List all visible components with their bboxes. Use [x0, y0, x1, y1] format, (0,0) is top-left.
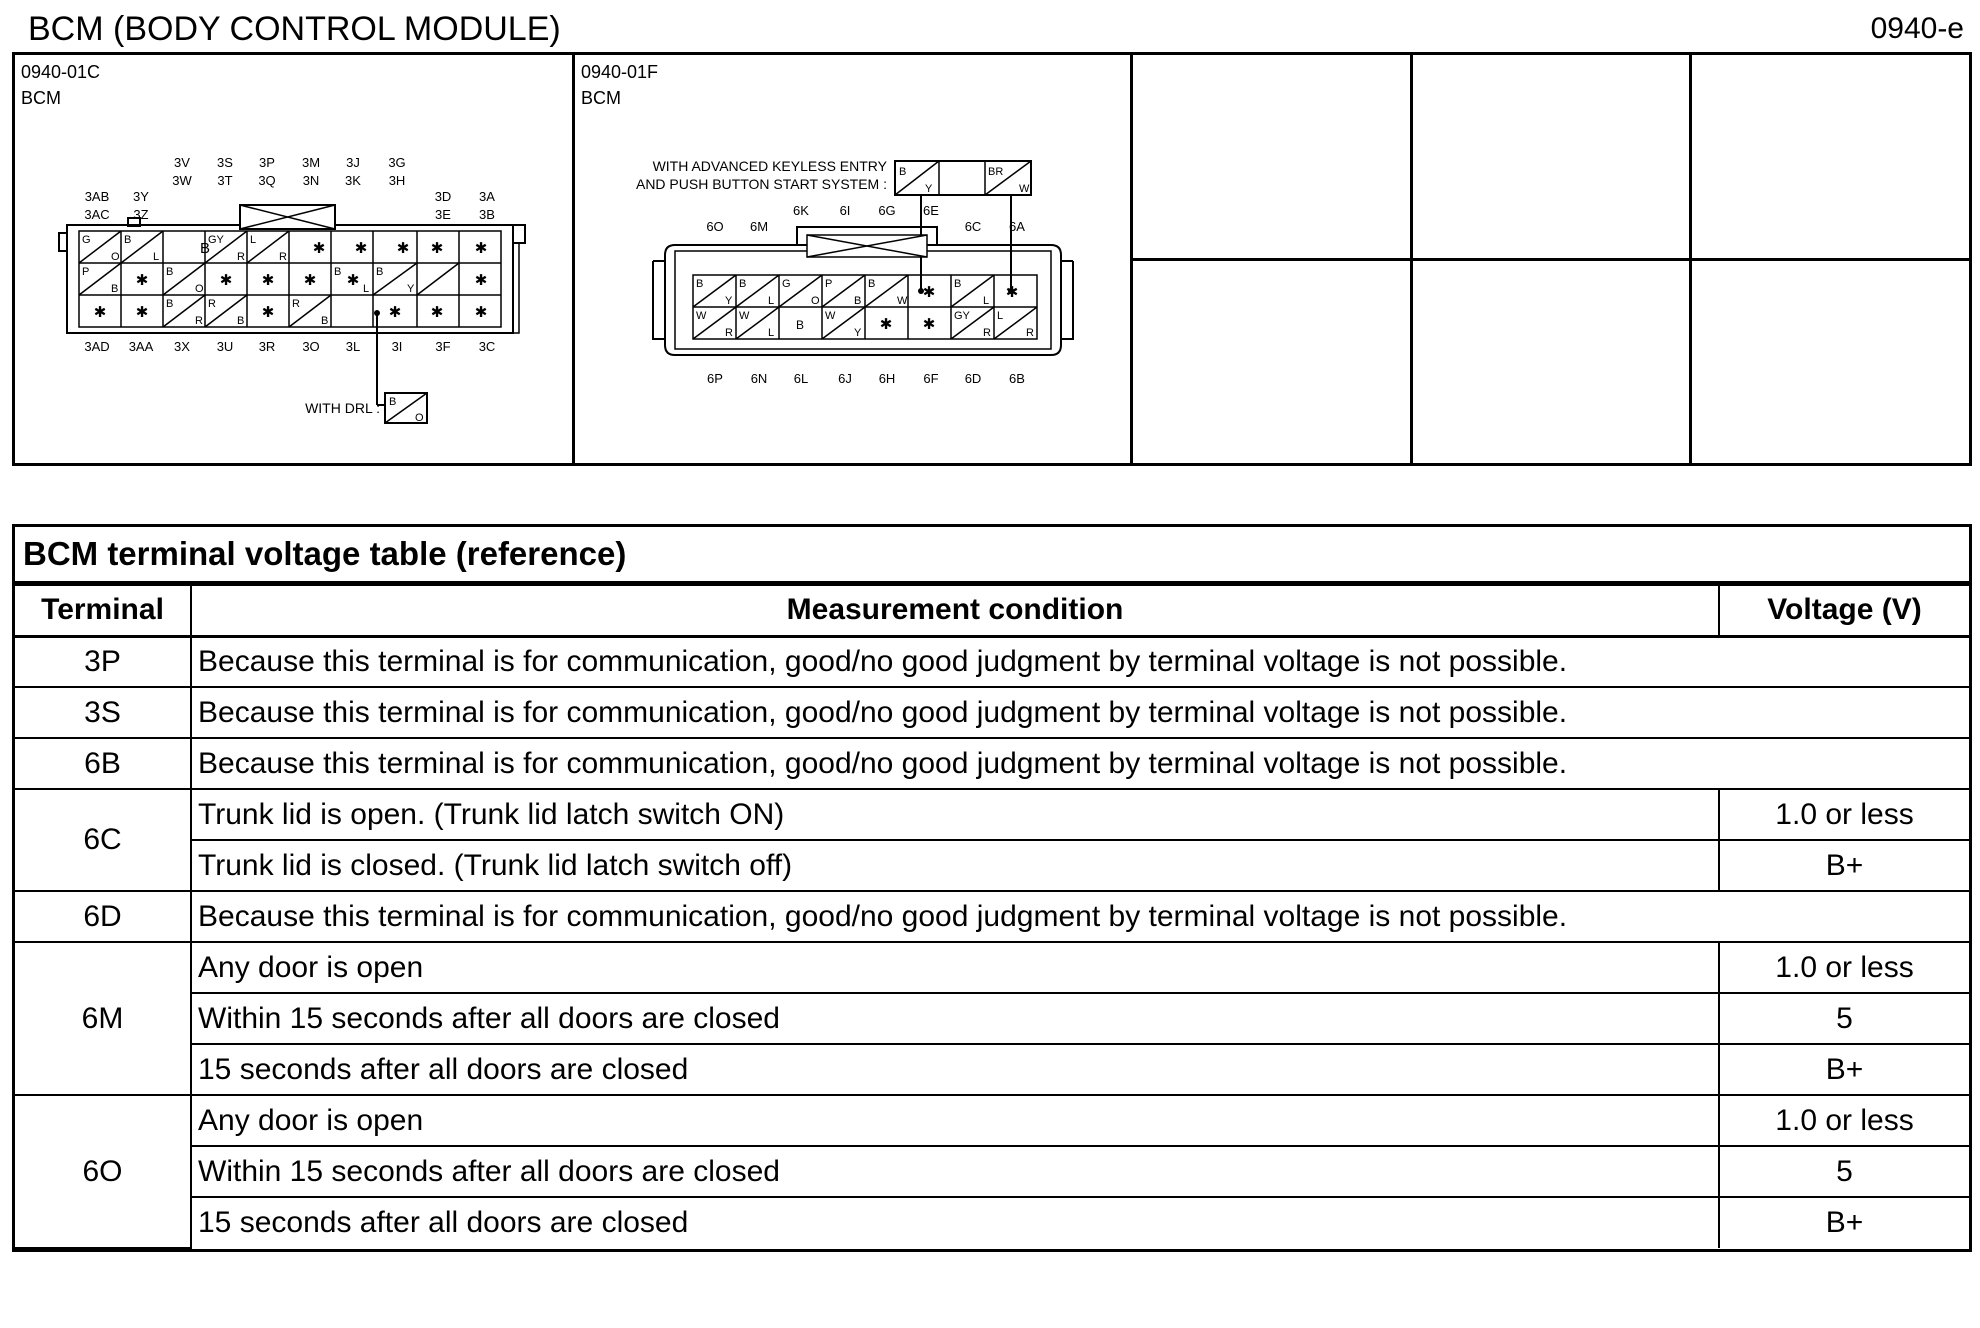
connector-cell-01c: [15, 55, 575, 463]
svg-text:W: W: [825, 310, 836, 322]
page-code: 0940-e: [1870, 12, 1964, 45]
pin-label: 3L: [345, 339, 361, 354]
pin-label: 3S: [217, 155, 233, 170]
pin-label: 3U: [216, 339, 234, 354]
connector-01f-diagram: [575, 55, 1133, 463]
table-row: [15, 738, 1969, 789]
pin-label: 3V: [174, 155, 190, 170]
pin-label: 3N: [302, 173, 320, 188]
svg-text:B: B: [166, 298, 174, 310]
pin-label: 6G: [878, 203, 896, 218]
svg-text:L: L: [768, 327, 775, 339]
svg-text:G: G: [782, 278, 791, 290]
page-title: BCM (BODY CONTROL MODULE): [28, 10, 561, 48]
keyless-note-line2: AND PUSH BUTTON START SYSTEM :: [635, 176, 887, 192]
pin-label: 6E: [923, 203, 939, 218]
condition-cell: Trunk lid is closed. (Trunk lid latch switch off): [191, 840, 1719, 891]
pin-label: 6M: [749, 219, 769, 234]
pin-label: 3Y: [133, 189, 149, 204]
pin-label: 3K: [345, 173, 361, 188]
voltage-cell: 1.0 or less: [1719, 1095, 1969, 1146]
voltage-cell: 5: [1719, 1146, 1969, 1197]
table-title: BCM terminal voltage table (reference): [15, 527, 1969, 584]
svg-text:R: R: [983, 327, 991, 339]
pin-label: 3R: [258, 339, 276, 354]
condition-cell: Because this terminal is for communication, good/no good judgment by terminal voltage is not possible.: [191, 891, 1969, 942]
svg-text:B: B: [199, 240, 211, 257]
pin-label: 3X: [174, 339, 190, 354]
pin-label: 3P: [259, 155, 275, 170]
svg-text:✱: ✱: [312, 240, 326, 257]
condition-cell: Trunk lid is open. (Trunk lid latch switch ON): [191, 789, 1719, 840]
pin-label: 6J: [838, 371, 852, 386]
condition-cell: Because this terminal is for communication, good/no good judgment by terminal voltage is not possible.: [191, 636, 1969, 687]
condition-cell: 15 seconds after all doors are closed: [191, 1044, 1719, 1095]
voltage-cell: 5: [1719, 993, 1969, 1044]
svg-text:P: P: [82, 266, 90, 278]
empty-cell: [1692, 55, 1969, 261]
svg-text:✱: ✱: [922, 316, 936, 333]
svg-text:L: L: [250, 234, 257, 246]
svg-text:✱: ✱: [388, 304, 402, 321]
empty-cell: [1133, 261, 1413, 463]
voltage-cell: B+: [1719, 1197, 1969, 1248]
table-row: [15, 891, 1969, 942]
condition-cell: Any door is open: [191, 1095, 1719, 1146]
svg-text:G: G: [82, 234, 91, 246]
pin-label: 3AA: [128, 339, 154, 354]
terminal-cell: 6B: [15, 738, 191, 789]
svg-text:B: B: [321, 315, 329, 327]
svg-text:✱: ✱: [1005, 284, 1019, 301]
table-row: [15, 687, 1969, 738]
svg-text:P: P: [825, 278, 833, 290]
svg-text:B: B: [376, 266, 384, 278]
svg-text:✱: ✱: [303, 272, 317, 289]
pin-label: 3W: [172, 173, 192, 188]
header-voltage: Voltage (V): [1719, 585, 1969, 636]
pin-label: 3Z: [133, 207, 149, 222]
connector-id: 0940-01F: [581, 62, 659, 82]
pin-label: 3AB: [84, 189, 110, 204]
pin-label: 6P: [707, 371, 723, 386]
pin-label: 3E: [435, 207, 451, 222]
pin-label: 3O: [302, 339, 320, 354]
table-row: [15, 1044, 1969, 1095]
table-row: [15, 636, 1969, 687]
svg-text:R: R: [1026, 327, 1034, 339]
svg-text:✱: ✱: [93, 304, 107, 321]
terminal-cell: 3S: [15, 687, 191, 738]
pin-label: 3F: [435, 339, 451, 354]
svg-text:B: B: [854, 295, 862, 307]
svg-text:R: R: [292, 298, 300, 310]
svg-text:B: B: [237, 315, 245, 327]
svg-text:GY: GY: [954, 310, 970, 322]
svg-text:B: B: [868, 278, 876, 290]
svg-text:L: L: [997, 310, 1004, 322]
pin-label: 3I: [391, 339, 403, 354]
pin-label: 6H: [878, 371, 896, 386]
empty-cell: [1413, 261, 1692, 463]
pin-label: 3AD: [84, 339, 110, 354]
header-condition: Measurement condition: [191, 585, 1719, 636]
connector-name: BCM: [21, 88, 61, 108]
table-row: [15, 1146, 1969, 1197]
pin-label: 3AC: [84, 207, 110, 222]
pin-label: 6C: [964, 219, 982, 234]
svg-text:Y: Y: [725, 295, 733, 307]
terminal-cell: 3P: [15, 636, 191, 687]
svg-text:✱: ✱: [135, 304, 149, 321]
svg-text:✱: ✱: [354, 240, 368, 257]
table-row: [15, 789, 1969, 840]
pin-label: 3B: [479, 207, 495, 222]
condition-cell: Any door is open: [191, 942, 1719, 993]
svg-text:B: B: [696, 278, 704, 290]
terminal-cell: 6C: [15, 789, 191, 891]
terminal-cell: 6D: [15, 891, 191, 942]
svg-text:W: W: [897, 295, 908, 307]
voltage-cell: B+: [1719, 1044, 1969, 1095]
pin-label: 3J: [346, 155, 360, 170]
pin-label: 3C: [478, 339, 496, 354]
svg-text:Y: Y: [407, 283, 415, 295]
svg-text:GY: GY: [208, 234, 224, 246]
svg-text:✱: ✱: [135, 272, 149, 289]
table-row: [15, 993, 1969, 1044]
svg-text:✱: ✱: [396, 240, 410, 257]
pin-label: 3Q: [258, 173, 276, 188]
svg-text:B: B: [124, 234, 132, 246]
voltage-cell: 1.0 or less: [1719, 942, 1969, 993]
connector-01c-diagram: [15, 55, 575, 463]
svg-text:✱: ✱: [474, 304, 488, 321]
svg-text:L: L: [768, 295, 775, 307]
svg-text:✱: ✱: [261, 304, 275, 321]
pin-label: 6N: [750, 371, 768, 386]
svg-text:L: L: [153, 251, 160, 263]
pin-label: 3D: [434, 189, 452, 204]
drl-wire-1: B: [389, 396, 397, 408]
condition-cell: Within 15 seconds after all doors are closed: [191, 1146, 1719, 1197]
svg-text:B: B: [795, 318, 805, 332]
svg-text:✱: ✱: [474, 240, 488, 257]
svg-text:✱: ✱: [219, 272, 233, 289]
svg-text:R: R: [725, 327, 733, 339]
svg-text:R: R: [237, 251, 245, 263]
svg-text:R: R: [279, 251, 287, 263]
terminal-cell: 6M: [15, 942, 191, 1095]
svg-text:R: R: [208, 298, 216, 310]
pin-label: 6O: [706, 219, 724, 234]
connector-grid: [12, 52, 1972, 466]
pin-label: 6A: [1009, 219, 1025, 234]
pin-label: 3H: [388, 173, 406, 188]
svg-text:O: O: [195, 283, 204, 295]
svg-text:W: W: [739, 310, 750, 322]
drl-wire-2: O: [415, 412, 424, 424]
connector-name: BCM: [581, 88, 621, 108]
svg-text:B: B: [166, 266, 174, 278]
pin-label: 6B: [1009, 371, 1025, 386]
svg-text:W: W: [696, 310, 707, 322]
opt-wire: W: [1019, 183, 1030, 195]
pin-label: 6L: [793, 371, 809, 386]
terminal-cell: 6O: [15, 1095, 191, 1248]
header-terminal: Terminal: [15, 585, 191, 636]
empty-cell: [1133, 55, 1413, 261]
opt-wire: BR: [988, 166, 1004, 178]
svg-text:L: L: [983, 295, 990, 307]
voltage-cell: B+: [1719, 840, 1969, 891]
svg-text:✱: ✱: [346, 272, 360, 289]
svg-text:B: B: [111, 283, 119, 295]
pin-label: 6I: [839, 203, 851, 218]
drl-note: WITH DRL :: [305, 400, 380, 416]
table-row: [15, 1197, 1969, 1248]
condition-cell: Because this terminal is for communication, good/no good judgment by terminal voltage is not possible.: [191, 738, 1969, 789]
pin-label: 3A: [479, 189, 495, 204]
svg-text:✱: ✱: [879, 316, 893, 333]
table-row: [15, 1095, 1969, 1146]
condition-cell: Within 15 seconds after all doors are closed: [191, 993, 1719, 1044]
keyless-note-line1: WITH ADVANCED KEYLESS ENTRY: [652, 158, 887, 174]
pin-label: 3T: [217, 173, 233, 188]
svg-text:Y: Y: [854, 327, 862, 339]
voltage-table: [12, 524, 1972, 1252]
voltage-cell: 1.0 or less: [1719, 789, 1969, 840]
svg-text:B: B: [739, 278, 747, 290]
opt-wire: Y: [925, 183, 933, 195]
svg-text:O: O: [811, 295, 820, 307]
svg-text:O: O: [111, 251, 120, 263]
connector-id: 0940-01C: [21, 62, 101, 82]
pin-label: 6K: [793, 203, 809, 218]
svg-text:L: L: [363, 283, 370, 295]
svg-text:✱: ✱: [922, 284, 936, 301]
pin-label: 6F: [923, 371, 939, 386]
pin-label: 3M: [301, 155, 321, 170]
svg-text:✱: ✱: [474, 272, 488, 289]
table-row: [15, 942, 1969, 993]
connector-cell-01f: [575, 55, 1133, 463]
empty-cell: [1692, 261, 1969, 463]
pin-label: 6D: [964, 371, 982, 386]
svg-text:R: R: [195, 315, 203, 327]
svg-text:B: B: [334, 266, 342, 278]
empty-cell: [1413, 55, 1692, 261]
svg-text:✱: ✱: [430, 304, 444, 321]
opt-wire: B: [899, 166, 907, 178]
pin-label: 3G: [388, 155, 406, 170]
condition-cell: Because this terminal is for communication, good/no good judgment by terminal voltage is not possible.: [191, 687, 1969, 738]
svg-text:✱: ✱: [261, 272, 275, 289]
svg-text:B: B: [954, 278, 962, 290]
table-row: [15, 840, 1969, 891]
svg-text:✱: ✱: [430, 240, 444, 257]
condition-cell: 15 seconds after all doors are closed: [191, 1197, 1719, 1248]
